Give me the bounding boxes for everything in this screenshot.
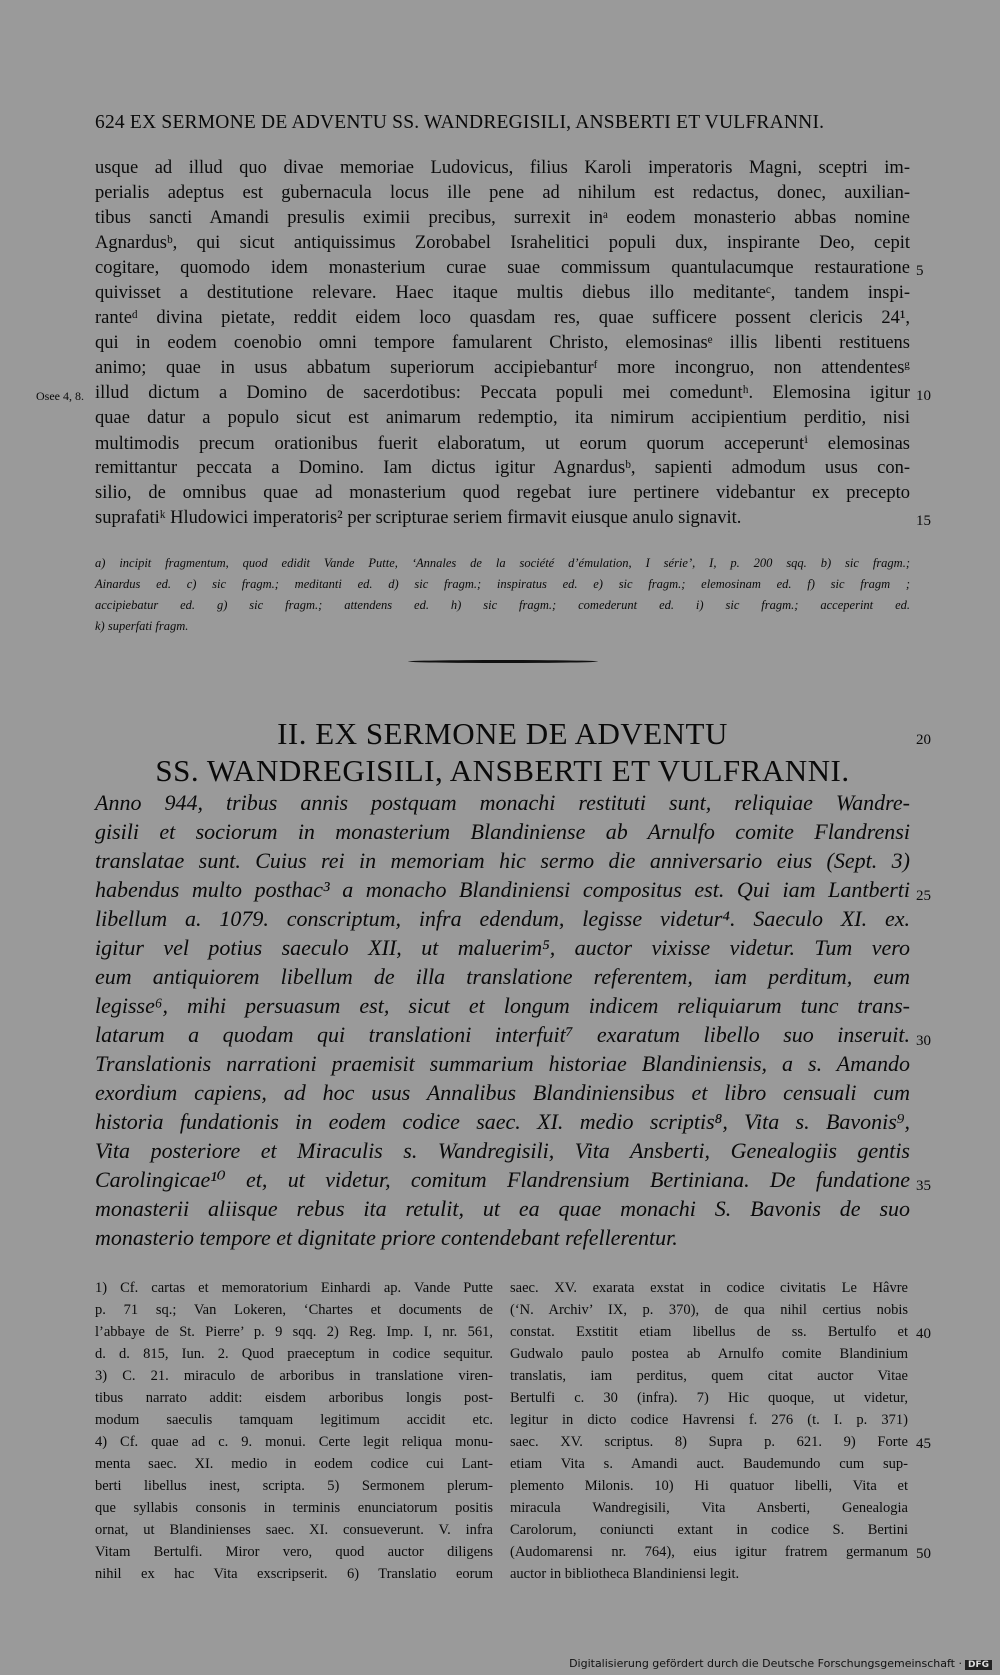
dfg-logo: DFG — [965, 1660, 992, 1670]
intro-line: habendus multo posthac³ a monacho Blandiniensi compositus est. Qui iam Lantberti — [95, 877, 910, 902]
intro-line: Vita posteriore et Miraculis s. Wandregisili, Vita Ansberti, Genealogiis gentis — [95, 1138, 910, 1163]
intro-line: Carolingicae¹⁰ et, ut videtur, comitum Flandrensium Bertiniana. De fundatione — [95, 1167, 910, 1192]
critical-note-line: Ainardus ed. c) sic fragm.; meditanti ed. d) sic fragm.; inspiratus ed. e) sic fragm.; elemosinam ed. f) sic fragm ; — [95, 577, 910, 591]
line-number: 10 — [916, 388, 931, 404]
text-line: qui in eodem coenobio omni tempore famularent Christo, elemosinasᵉ illis libenti restituens — [95, 333, 910, 353]
intro-line: latarum a quodam qui translationi interfuit⁷ exaratum libello suo inseruit. — [95, 1022, 910, 1047]
text-line: Agnardusᵇ, qui sicut antiquissimus Zorobabel Israhelitici populi dux, inspirante Deo, cepit — [95, 233, 910, 253]
margin-reference: Osee 4, 8. — [36, 389, 84, 403]
footnote-line: Carolorum, coniuncti extant in codice S. Bertini — [510, 1522, 908, 1538]
intro-line: gisili et sociorum in monasterium Blandiniense ab Arnulfo comite Flandrensi — [95, 819, 910, 844]
intro-line: historia fundationis in eodem codice saec. XI. medio scriptis⁸, Vita s. Bavonis⁹, — [95, 1109, 910, 1134]
footnote-line: 4) Cf. quae ad c. 9. monui. Certe legit reliqua monu- — [95, 1434, 493, 1450]
text-line: cogitare, quomodo idem monasterium curae suae commissum quantulacumque restauratione — [95, 258, 910, 278]
intro-line: Anno 944, tribus annis postquam monachi restituti sunt, reliquiae Wandre- — [95, 790, 910, 815]
footnote-line: 1) Cf. cartas et memoratorium Einhardi ap. Vande Putte — [95, 1280, 493, 1296]
line-number: 35 — [916, 1178, 931, 1194]
footnote-line: Gudwalo paulo postea ab Arnulfo comite Blandinium — [510, 1346, 908, 1362]
footnote-line: legitur in dicto codice Havrensi f. 276 (t. I. p. 371) — [510, 1412, 908, 1428]
footnote-line: saec. XV. scriptus. 8) Supra p. 621. 9) Forte — [510, 1434, 908, 1450]
line-number: 5 — [916, 263, 924, 279]
footer-text: Digitalisierung gefördert durch die Deutsche Forschungsgemeinschaft · — [569, 1657, 962, 1670]
footnote-line: miracula Wandregisili, Vita Ansberti, Genealogia — [510, 1500, 908, 1516]
footnote-line: (Audomarensi nr. 764), eius igitur fratrem germanum — [510, 1544, 908, 1560]
footnote-line: nihil ex hac Vita exscripserit. 6) Translatio eorum — [95, 1566, 493, 1582]
footnote-line: modum saeculis tamquam legitimum accidit etc. — [95, 1412, 493, 1428]
footnote-line: que syllabis consonis in terminis enunciatorum positis — [95, 1500, 493, 1516]
digitization-footer — [569, 1657, 992, 1670]
line-number: 25 — [916, 888, 931, 904]
footnote-line: plemento Milonis. 10) Hi quatuor libelli, Vita et — [510, 1478, 908, 1494]
footnote-line: Vitam Bertulfi. Miror vero, quod auctor diligens — [95, 1544, 493, 1560]
footnote-line: Bertulfi c. 30 (infra). 7) Hic quoque, ut videtur, — [510, 1390, 908, 1406]
intro-line: translatae sunt. Cuius rei in memoriam hic sermo die anniversario eius (Sept. 3) — [95, 848, 910, 873]
intro-line: eum antiquiorem libellum de illa translatione referentem, iam perditum, eum — [95, 964, 910, 989]
running-head: 624 EX SERMONE DE ADVENTU SS. WANDREGISILI, ANSBERTI ET VULFRANNI. — [95, 112, 825, 133]
text-line: usque ad illud quo divae memoriae Ludovicus, filius Karoli imperatoris Magni, sceptri im- — [95, 158, 910, 178]
line-number: 20 — [916, 732, 931, 748]
intro-line: libellum a. 1079. conscriptum, infra edendum, legisse videtur⁴. Saeculo XI. ex. — [95, 906, 910, 931]
footnote-line: tibus narrato addit: eisdem arboribus longis post- — [95, 1390, 493, 1406]
text-line: ranteᵈ divina pietate, reddit eidem loco quasdam res, quae sufficere possent clericis 24¹, — [95, 308, 910, 328]
text-line: multimodis precum orationibus fuerit elaboratum, ut eorum quorum acceperuntⁱ elemosinas — [95, 434, 910, 454]
critical-note-line: a) incipit fragmentum, quod edidit Vande Putte, ‘Annales de la société d’émulation, I série’, I, p. 200 sqq. b) sic fragm.; — [95, 556, 910, 570]
intro-line: monasterio tempore et dignitate priore contendebant refellerentur. — [95, 1225, 678, 1250]
line-number: 45 — [916, 1436, 931, 1452]
section-title: SS. WANDREGISILI, ANSBERTI ET VULFRANNI. — [155, 753, 850, 788]
line-number: 50 — [916, 1546, 931, 1562]
footnote-line: ornat, ut Blandinienses saec. XI. consueverunt. V. infra — [95, 1522, 493, 1538]
footnote-line: (‘N. Archiv’ IX, p. 370), de qua nihil certius nobis — [510, 1302, 908, 1318]
critical-note-line: accipiebatur ed. g) sic fragm.; attendens ed. h) sic fragm.; comederunt ed. i) sic fragm.; acceperint ed. — [95, 598, 910, 612]
text-line: perialis adeptus est gubernacula locus ille pene ad nihilum est redactus, donec, auxilian- — [95, 183, 910, 203]
footnote-line: 3) C. 21. miraculo de arboribus in translatione viren- — [95, 1368, 493, 1384]
footnote-line: menta saec. XI. medio in eodem codice cui Lant- — [95, 1456, 493, 1472]
footnote-line: saec. XV. exarata exstat in codice civitatis Le Hâvre — [510, 1280, 908, 1296]
line-number: 30 — [916, 1033, 931, 1049]
footnote-line: constat. Exstitit etiam libellus de ss. Bertulfo et — [510, 1324, 908, 1340]
footnote-line: d. d. 815, Iun. 2. Quod praeceptum in codice sequitur. — [95, 1346, 493, 1362]
footnote-line: l’abbaye de St. Pierre’ p. 9 sqq. 2) Reg. Imp. I, nr. 561, — [95, 1324, 493, 1340]
text-line: illud dictum a Domino de sacerdotibus: Peccata populi mei comeduntʰ. Elemosina igitur — [95, 383, 910, 403]
text-line: tibus sancti Amandi presulis eximii precibus, surrexit inᵃ eodem monasterio abbas nomine — [95, 208, 910, 228]
text-line: quivisset a destitutione relevare. Haec itaque multis diebus illo meditanteᶜ, tandem inspi- — [95, 283, 910, 303]
critical-note-line: k) superfati fragm. — [95, 619, 189, 633]
intro-line: legisse⁶, mihi persuasum est, sicut et longum indicem reliquiarum tunc trans- — [95, 993, 910, 1018]
footnote-line: berti libellus inest, scripta. 5) Sermonem plerum- — [95, 1478, 493, 1494]
intro-line: Translationis narrationi praemisit summarium historiae Blandiniensis, a s. Amando — [95, 1051, 910, 1076]
intro-line: igitur vel potius saeculo XII, ut maluerim⁵, auctor vixisse videtur. Tum vero — [95, 935, 910, 960]
section-title: II. EX SERMONE DE ADVENTU — [277, 716, 728, 751]
section-divider — [408, 660, 598, 663]
intro-line: monasterii aliisque rebus ita retulit, ut ea quae monachi S. Bavonis de suo — [95, 1196, 910, 1221]
text-line: animo; quae in usus abbatum superiorum accipiebanturᶠ more incongruo, non attendentesᵍ — [95, 358, 910, 378]
line-number: 15 — [916, 513, 931, 529]
footnote-line: p. 71 sq.; Van Lokeren, ‘Chartes et documents de — [95, 1302, 493, 1318]
footnote-line: translatis, iam perditus, quem citat auctor Vitae — [510, 1368, 908, 1384]
text-line: remittantur peccata a Domino. Iam dictus igitur Agnardusᵇ, sapienti admodum usus con- — [95, 458, 910, 478]
text-line: quae datur a populo sicut est animarum redemptio, ita nimirum accipientium perditio, nisi — [95, 408, 910, 428]
footnote-line: etiam Vita s. Amandi auct. Baudemundo cum sup- — [510, 1456, 908, 1472]
line-number: 40 — [916, 1326, 931, 1342]
intro-line: exordium capiens, ad hoc usus Annalibus Blandiniensibus et libro censuali cum — [95, 1080, 910, 1105]
footnote-line: auctor in bibliotheca Blandiniensi legit. — [510, 1566, 740, 1582]
text-line: silio, de omnibus quae ad monasterium quod regebat iure pertinere videbantur ex precepto — [95, 483, 910, 503]
text-line: suprafatiᵏ Hludowici imperatoris² per scripturae seriem firmavit eiusque anulo signavit. — [95, 508, 742, 528]
